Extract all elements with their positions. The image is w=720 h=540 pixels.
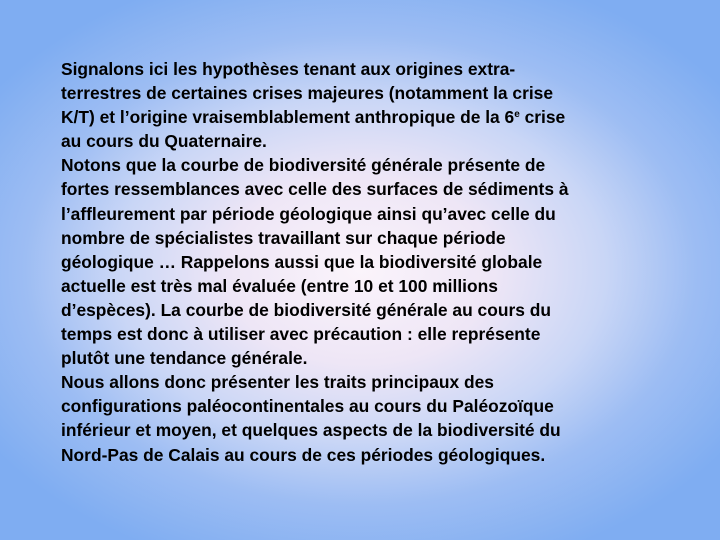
paragraph-presentation-outline bbox=[61, 370, 661, 466]
text-line: Nous allons donc présenter les traits principaux des bbox=[61, 372, 494, 393]
text-line: inférieur et moyen, et quelques aspects de la biodiversité du bbox=[61, 420, 561, 441]
paragraph-biodiversity-curve bbox=[61, 153, 661, 370]
text-line: temps est donc à utiliser avec précaution : elle représente bbox=[61, 324, 541, 345]
text-line: plutôt une tendance générale. bbox=[61, 348, 308, 369]
text-line: Nord-Pas de Calais au cours de ces périodes géologiques. bbox=[61, 444, 546, 465]
text-line: nombre de spécialistes travaillant sur chaque période bbox=[61, 227, 506, 248]
text-line: crise bbox=[519, 107, 566, 128]
text-line: Notons que la courbe de biodiversité générale présente de bbox=[61, 155, 546, 176]
slide-text-body bbox=[61, 57, 661, 467]
text-line: Signalons ici les hypothèses tenant aux origines extra- bbox=[61, 59, 516, 79]
text-line: actuelle est très mal évaluée (entre 10 et 100 millions bbox=[61, 275, 498, 296]
text-line: au cours du Quaternaire. bbox=[61, 131, 267, 152]
paragraph-extraterrestrial-crises bbox=[61, 57, 661, 153]
text-line: l’affleurement par période géologique ainsi qu’avec celle du bbox=[61, 203, 556, 224]
text-line: terrestres de certaines crises majeures (notamment la crise bbox=[61, 83, 554, 104]
text-line: géologique … Rappelons aussi que la biodiversité globale bbox=[61, 251, 543, 272]
text-line: fortes ressemblances avec celle des surfaces de sédiments à bbox=[61, 179, 569, 200]
superscript-ordinal: e bbox=[514, 109, 520, 121]
text-line: K/T) et l’origine vraisemblablement anthropique de la 6 bbox=[61, 107, 515, 128]
text-line: d’espèces). La courbe de biodiversité générale au cours du bbox=[61, 299, 551, 320]
text-line: configurations paléocontinentales au cours du Paléozoïque bbox=[61, 396, 554, 417]
